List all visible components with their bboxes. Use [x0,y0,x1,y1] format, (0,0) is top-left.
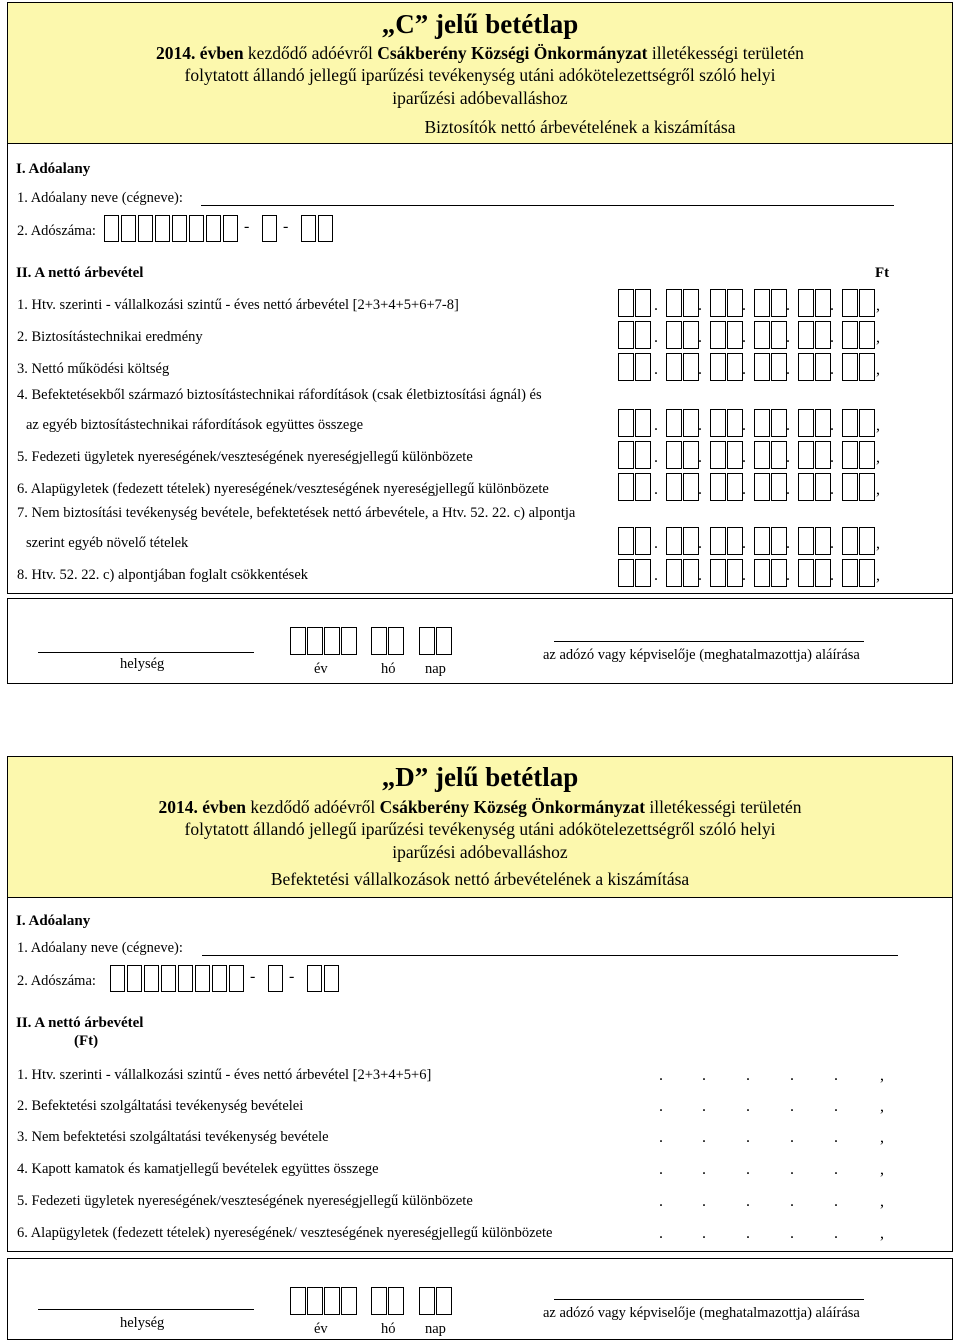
amount-digit-box[interactable] [842,321,858,349]
amount-thousands-dot: . [654,567,658,584]
form-c-row-7a: 7. Nem biztosítási tevékenység bevétele, befektetések nettó árbevétele, a Htv. 52. 22. c) alpontja [17,505,576,521]
form-d-header-line3: iparűzési adóbevalláshoz [392,842,568,862]
amount-thousands-dot: . [742,535,746,552]
amount-thousands-dot: . [702,1193,706,1210]
amount-thousands-dot: . [659,1067,663,1084]
form-d-signature-label: az adózó vagy képviselője (meghatalmazottja) aláírása [543,1305,860,1321]
amount-thousands-dot: . [786,567,790,584]
form-c-header-line3: iparűzési adóbevalláshoz [392,88,568,108]
taxnum-digit-box[interactable] [121,215,136,242]
amount-thousands-dot: . [746,1225,750,1242]
date-digit-box[interactable] [341,627,357,655]
amount-decimal-comma: , [876,535,880,552]
form-d-subtitle: Befektetési vállalkozások nettó árbevételének a kiszámítása [270,869,690,889]
amount-digit-box[interactable] [771,289,787,317]
date-digit-box[interactable] [324,1287,340,1315]
amount-digit-box[interactable] [683,559,699,587]
amount-thousands-dot: . [834,1129,838,1146]
form-d-name-label: 1. Adóalany neve (cégneve): [17,940,183,956]
form-c-currency: Ft [875,265,890,281]
form-d-name-field[interactable] [202,955,898,956]
amount-thousands-dot: . [790,1098,794,1115]
amount-thousands-dot: . [698,535,702,552]
amount-thousands-dot: . [830,297,834,314]
form-d-section-revenue: II. A nettó árbevétel [16,1015,144,1031]
amount-digit-box[interactable] [666,473,682,501]
amount-digit-box[interactable] [842,289,858,317]
amount-thousands-dot: . [742,417,746,434]
amount-digit-box[interactable] [798,409,814,437]
amount-digit-box[interactable] [635,321,651,349]
taxnum-digit-box[interactable] [138,215,153,242]
amount-digit-box[interactable] [798,473,814,501]
amount-thousands-dot: . [659,1225,663,1242]
date-digit-box[interactable] [290,627,306,655]
amount-thousands-dot: . [659,1193,663,1210]
date-digit-box[interactable] [371,1287,387,1315]
amount-digit-box[interactable] [727,353,743,381]
amount-thousands-dot: . [790,1225,794,1242]
date-digit-box[interactable] [307,627,323,655]
form-c-month-label: hó [381,661,396,677]
amount-thousands-dot: . [698,567,702,584]
amount-digit-box[interactable] [842,353,858,381]
amount-digit-box[interactable] [618,321,634,349]
amount-thousands-dot: . [786,361,790,378]
amount-thousands-dot: . [702,1161,706,1178]
form-d-row-5: 5. Fedezeti ügyletek nyereségének/veszteségének nyereségjellegű különbözete [17,1193,473,1209]
amount-digit-box[interactable] [727,321,743,349]
form-c-row-6: 6. Alapügyletek (fedezett tételek) nyereségének/veszteségének nyereségjellegű különbözete [17,481,549,497]
form-d-day-label: nap [425,1321,446,1337]
form-d-row-2: 2. Befektetési szolgáltatási tevékenység bevételei [17,1098,304,1114]
amount-digit-box[interactable] [815,473,831,501]
amount-digit-box[interactable] [771,527,787,555]
form-d-place-line[interactable] [38,1309,254,1310]
taxnum-digit-box[interactable] [318,215,333,242]
amount-digit-box[interactable] [635,559,651,587]
amount-thousands-dot: . [746,1098,750,1115]
taxnum-digit-box[interactable] [110,965,125,992]
taxnum-digit-box[interactable] [178,965,193,992]
amount-thousands-dot: . [702,1067,706,1084]
amount-decimal-comma: , [876,567,880,584]
form-c-place-line[interactable] [38,652,254,653]
form-d-header [8,757,952,898]
amount-digit-box[interactable] [859,289,875,317]
form-c-subtitle: Biztosítók nettó árbevételének a kiszámítása [424,117,736,137]
form-c-row-7b: szerint egyéb növelő tételek [26,535,189,551]
amount-thousands-dot: . [830,449,834,466]
taxnum-digit-box[interactable] [262,215,277,242]
amount-thousands-dot: . [654,535,658,552]
amount-digit-box[interactable] [666,441,682,469]
form-d-title: „D” jelű betétlap [381,762,579,792]
amount-digit-box[interactable] [635,441,651,469]
amount-digit-box[interactable] [683,527,699,555]
amount-digit-box[interactable] [815,409,831,437]
date-digit-box[interactable] [371,627,387,655]
form-c-signature-label: az adózó vagy képviselője (meghatalmazottja) aláírása [543,647,860,663]
taxnum-digit-box[interactable] [172,215,187,242]
amount-decimal-comma: , [876,417,880,434]
amount-digit-box[interactable] [683,441,699,469]
amount-thousands-dot: . [834,1225,838,1242]
form-c [7,2,953,594]
form-c-day-label: nap [425,661,446,677]
amount-digit-box[interactable] [798,559,814,587]
amount-thousands-dot: . [654,361,658,378]
date-digit-box[interactable] [419,627,435,655]
taxnum-separator: - [283,218,289,235]
amount-thousands-dot: . [742,361,746,378]
amount-digit-box[interactable] [683,289,699,317]
amount-thousands-dot: . [659,1161,663,1178]
amount-decimal-comma: , [880,1225,884,1242]
amount-digit-box[interactable] [727,409,743,437]
amount-digit-box[interactable] [618,473,634,501]
form-c-name-label: 1. Adóalany neve (cégneve): [17,190,183,206]
amount-thousands-dot: . [786,417,790,434]
taxnum-digit-box[interactable] [206,215,221,242]
amount-digit-box[interactable] [815,559,831,587]
amount-decimal-comma: , [876,481,880,498]
amount-thousands-dot: . [742,297,746,314]
form-c-header [8,3,952,144]
amount-digit-box[interactable] [666,289,682,317]
amount-digit-box[interactable] [798,527,814,555]
amount-digit-box[interactable] [754,353,770,381]
amount-thousands-dot: . [834,1193,838,1210]
amount-decimal-comma: , [880,1098,884,1115]
amount-digit-box[interactable] [635,353,651,381]
amount-decimal-comma: , [876,449,880,466]
amount-decimal-comma: , [880,1067,884,1084]
amount-digit-box[interactable] [771,441,787,469]
amount-digit-box[interactable] [683,473,699,501]
date-digit-box[interactable] [341,1287,357,1315]
amount-digit-box[interactable] [754,559,770,587]
amount-thousands-dot: . [834,1161,838,1178]
amount-decimal-comma: , [876,329,880,346]
amount-digit-box[interactable] [859,321,875,349]
amount-digit-box[interactable] [727,559,743,587]
amount-decimal-comma: , [880,1193,884,1210]
taxnum-separator: - [289,968,295,985]
amount-thousands-dot: . [786,481,790,498]
amount-digit-box[interactable] [710,473,726,501]
amount-digit-box[interactable] [618,441,634,469]
taxnum-digit-box[interactable] [324,965,339,992]
amount-thousands-dot: . [830,567,834,584]
amount-thousands-dot: . [698,361,702,378]
amount-thousands-dot: . [654,417,658,434]
form-d-section-taxpayer: I. Adóalany [16,913,91,929]
amount-digit-box[interactable] [754,289,770,317]
amount-digit-box[interactable] [710,289,726,317]
form-d-header-line1: 2014. évben kezdődő adóévről Csákberény Község Önkormányzat illetékességi területén [158,797,802,817]
amount-digit-box[interactable] [666,527,682,555]
amount-digit-box[interactable] [710,559,726,587]
amount-thousands-dot: . [790,1067,794,1084]
amount-digit-box[interactable] [683,321,699,349]
taxnum-digit-box[interactable] [155,215,170,242]
form-c-row-4a: 4. Befektetésekből származó biztosítástechnikai ráfordítások (csak életbiztosítási ágnál) és [17,387,542,403]
amount-thousands-dot: . [742,481,746,498]
amount-thousands-dot: . [742,449,746,466]
form-c-row-1: 1. Htv. szerinti - vállalkozási szintű - éves nettó árbevétel [2+3+4+5+6+7-8] [17,297,459,313]
amount-thousands-dot: . [830,329,834,346]
amount-decimal-comma: , [876,361,880,378]
amount-decimal-comma: , [880,1129,884,1146]
amount-thousands-dot: . [830,361,834,378]
amount-digit-box[interactable] [618,527,634,555]
date-digit-box[interactable] [324,627,340,655]
amount-digit-box[interactable] [754,441,770,469]
amount-digit-box[interactable] [798,321,814,349]
amount-digit-box[interactable] [771,473,787,501]
form-c-section-taxpayer: I. Adóalany [16,161,91,177]
amount-thousands-dot: . [746,1193,750,1210]
form-c-row-8: 8. Htv. 52. 22. c) alpontjában foglalt csökkentések [17,567,308,583]
amount-digit-box[interactable] [666,559,682,587]
amount-digit-box[interactable] [727,527,743,555]
amount-thousands-dot: . [659,1098,663,1115]
form-d-header-line2: folytatott állandó jellegű iparűzési tevékenység utáni adókötelezettségről szóló helyi [184,819,776,839]
form-d-year-label: év [314,1321,328,1337]
form-c-year-label: év [314,661,328,677]
amount-digit-box[interactable] [859,353,875,381]
amount-digit-box[interactable] [815,527,831,555]
taxnum-digit-box[interactable] [127,965,142,992]
amount-digit-box[interactable] [798,289,814,317]
amount-thousands-dot: . [742,567,746,584]
taxnum-digit-box[interactable] [195,965,210,992]
amount-thousands-dot: . [790,1161,794,1178]
form-d-row-1: 1. Htv. szerinti - vállalkozási szintű - éves nettó árbevétel [2+3+4+5+6] [17,1067,432,1083]
form-c-name-field[interactable] [201,205,894,206]
form-d-signature-line[interactable] [554,1299,864,1300]
taxnum-digit-box[interactable] [189,215,204,242]
form-c-title: „C” jelű betétlap [381,9,579,39]
amount-digit-box[interactable] [754,527,770,555]
amount-digit-box[interactable] [754,473,770,501]
form-d-taxnum-label: 2. Adószáma: [17,973,96,989]
form-c-taxnum-label: 2. Adószáma: [17,223,96,239]
amount-digit-box[interactable] [815,353,831,381]
amount-digit-box[interactable] [771,321,787,349]
taxnum-digit-box[interactable] [104,215,119,242]
amount-digit-box[interactable] [754,321,770,349]
taxnum-digit-box[interactable] [223,215,238,242]
amount-thousands-dot: . [830,535,834,552]
taxnum-digit-box[interactable] [307,965,322,992]
amount-digit-box[interactable] [842,527,858,555]
amount-digit-box[interactable] [771,559,787,587]
amount-decimal-comma: , [880,1161,884,1178]
amount-thousands-dot: . [698,481,702,498]
amount-digit-box[interactable] [859,441,875,469]
amount-digit-box[interactable] [842,441,858,469]
amount-digit-box[interactable] [666,409,682,437]
amount-digit-box[interactable] [618,353,634,381]
amount-digit-box[interactable] [635,527,651,555]
date-digit-box[interactable] [436,627,452,655]
amount-thousands-dot: . [746,1067,750,1084]
amount-thousands-dot: . [830,481,834,498]
amount-digit-box[interactable] [859,409,875,437]
form-c-section-revenue: II. A nettó árbevétel [16,265,144,281]
form-c-header-line2: folytatott állandó jellegű iparűzési tevékenység utáni adókötelezettségről szóló helyi [184,65,776,85]
amount-digit-box[interactable] [842,559,858,587]
form-d-currency: (Ft) [74,1033,99,1049]
form-d [7,756,953,1252]
form-c-signature-line[interactable] [554,641,864,642]
amount-digit-box[interactable] [771,409,787,437]
amount-thousands-dot: . [702,1225,706,1242]
taxnum-separator: - [250,968,256,985]
amount-digit-box[interactable] [798,353,814,381]
date-digit-box[interactable] [307,1287,323,1315]
taxnum-digit-box[interactable] [161,965,176,992]
amount-thousands-dot: . [746,1129,750,1146]
amount-digit-box[interactable] [842,473,858,501]
taxnum-digit-box[interactable] [144,965,159,992]
amount-thousands-dot: . [790,1193,794,1210]
taxnum-digit-box[interactable] [301,215,316,242]
amount-digit-box[interactable] [710,409,726,437]
amount-thousands-dot: . [790,1129,794,1146]
taxnum-digit-box[interactable] [229,965,244,992]
form-d-row-4: 4. Kapott kamatok és kamatjellegű bevételek együttes összege [17,1161,379,1177]
amount-digit-box[interactable] [635,289,651,317]
amount-digit-box[interactable] [666,353,682,381]
amount-thousands-dot: . [830,417,834,434]
amount-digit-box[interactable] [710,527,726,555]
amount-thousands-dot: . [786,449,790,466]
amount-thousands-dot: . [654,297,658,314]
amount-digit-box[interactable] [815,289,831,317]
amount-thousands-dot: . [698,297,702,314]
amount-thousands-dot: . [834,1098,838,1115]
date-digit-box[interactable] [290,1287,306,1315]
amount-thousands-dot: . [659,1129,663,1146]
form-c-row-5: 5. Fedezeti ügyletek nyereségének/veszteségének nyereségjellegű különbözete [17,449,473,465]
form-c-header-line1: 2014. évben kezdődő adóévről Csákberény Községi Önkormányzat illetékességi területén [156,43,804,63]
amount-decimal-comma: , [876,297,880,314]
amount-digit-box[interactable] [666,321,682,349]
amount-digit-box[interactable] [815,321,831,349]
amount-digit-box[interactable] [710,441,726,469]
amount-digit-box[interactable] [859,559,875,587]
form-c-row-4b: az egyéb biztosítástechnikai ráfordítások együttes összege [26,417,364,433]
form-d-place-label: helység [120,1315,165,1331]
amount-digit-box[interactable] [710,321,726,349]
amount-digit-box[interactable] [683,409,699,437]
amount-thousands-dot: . [786,535,790,552]
form-c-row-3: 3. Nettó működési költség [17,361,170,377]
amount-digit-box[interactable] [635,409,651,437]
date-digit-box[interactable] [388,627,404,655]
amount-digit-box[interactable] [618,559,634,587]
amount-digit-box[interactable] [842,409,858,437]
amount-thousands-dot: . [702,1129,706,1146]
amount-digit-box[interactable] [727,289,743,317]
amount-thousands-dot: . [698,417,702,434]
amount-thousands-dot: . [746,1161,750,1178]
form-c-place-label: helység [120,656,165,672]
amount-digit-box[interactable] [618,409,634,437]
amount-digit-box[interactable] [710,353,726,381]
form-c-signature-block [7,598,953,684]
form-d-signature-block [7,1258,953,1340]
amount-digit-box[interactable] [771,353,787,381]
amount-thousands-dot: . [786,329,790,346]
taxnum-separator: - [244,218,250,235]
form-c-row-2: 2. Biztosítástechnikai eredmény [17,329,203,345]
amount-thousands-dot: . [702,1098,706,1115]
amount-digit-box[interactable] [859,527,875,555]
amount-digit-box[interactable] [815,441,831,469]
amount-digit-box[interactable] [859,473,875,501]
taxnum-digit-box[interactable] [268,965,283,992]
date-digit-box[interactable] [419,1287,435,1315]
amount-digit-box[interactable] [618,289,634,317]
amount-thousands-dot: . [654,449,658,466]
amount-thousands-dot: . [654,481,658,498]
amount-thousands-dot: . [654,329,658,346]
amount-thousands-dot: . [786,297,790,314]
amount-digit-box[interactable] [754,409,770,437]
amount-thousands-dot: . [834,1067,838,1084]
amount-thousands-dot: . [742,329,746,346]
date-digit-box[interactable] [436,1287,452,1315]
form-d-row-6: 6. Alapügyletek (fedezett tételek) nyereségének/ veszteségének nyereségjellegű különbözete [17,1225,553,1241]
amount-digit-box[interactable] [683,353,699,381]
form-d-row-3: 3. Nem befektetési szolgáltatási tevékenység bevétele [17,1129,329,1145]
amount-digit-box[interactable] [635,473,651,501]
amount-thousands-dot: . [698,449,702,466]
amount-digit-box[interactable] [727,473,743,501]
form-d-month-label: hó [381,1321,396,1337]
amount-thousands-dot: . [698,329,702,346]
date-digit-box[interactable] [388,1287,404,1315]
amount-digit-box[interactable] [727,441,743,469]
taxnum-digit-box[interactable] [212,965,227,992]
amount-digit-box[interactable] [798,441,814,469]
